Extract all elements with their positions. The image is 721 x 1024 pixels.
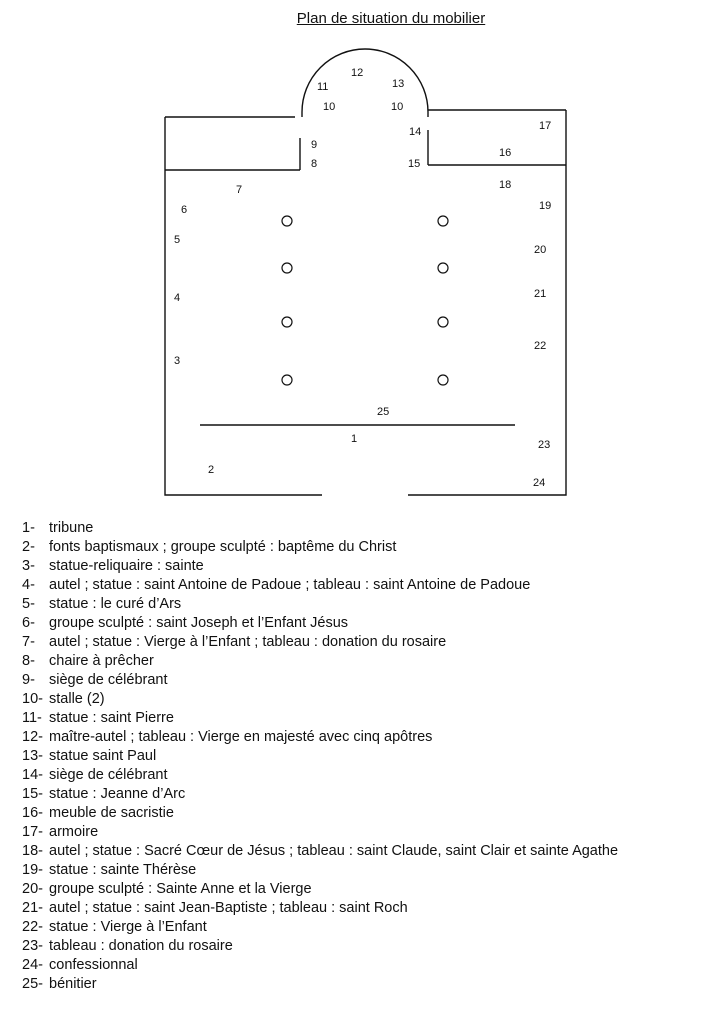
plan-number-7: 7 [236,184,243,196]
plan-number-22: 22 [534,340,547,352]
legend-number: 3- [22,558,35,574]
legend-item-18 [22,842,618,861]
legend-list [22,519,618,994]
plan-number-20: 20 [534,244,547,256]
legend-number: 21- [22,900,43,916]
legend-text: autel ; statue : saint Jean-Baptiste ; tableau : saint Roch [49,900,408,916]
legend-item-16 [22,804,618,823]
legend-text: tableau : donation du rosaire [49,938,233,954]
legend-item-9 [22,671,618,690]
legend-number: 1- [22,520,35,536]
pillar [438,216,448,226]
plan-number-10-right: 10 [391,101,404,113]
plan-number-10-left: 10 [323,101,336,113]
plan-number-19: 19 [539,200,552,212]
plan-number-8: 8 [311,158,318,170]
legend-number: 11- [22,710,42,726]
pillar [438,317,448,327]
plan-number-2: 2 [208,464,215,476]
plan-number-1: 1 [351,433,358,445]
legend-text: confessionnal [49,957,138,973]
plan-number-24: 24 [533,477,546,489]
legend-item-8 [22,652,618,671]
legend-item-12 [22,728,618,747]
legend-number: 5- [22,596,35,612]
legend-text: maître-autel ; tableau : Vierge en majesté avec cinq apôtres [49,729,433,745]
legend-item-19 [22,861,618,880]
legend-number: 10- [22,691,43,707]
legend-item-17 [22,823,618,842]
legend-item-20 [22,880,618,899]
plan-number-15: 15 [408,158,421,170]
legend-text: statue-reliquaire : sainte [49,558,204,574]
legend-item-1 [22,519,618,538]
pillar [282,216,292,226]
plan-number-11: 11 [317,81,329,93]
pillar [282,263,292,273]
legend-number: 18- [22,843,43,859]
legend-number: 9- [22,672,35,688]
legend-number: 17- [22,824,43,840]
legend-text: chaire à prêcher [49,653,154,669]
legend-text: siège de célébrant [49,767,168,783]
legend-item-13 [22,747,618,766]
plan-number-3: 3 [174,355,181,367]
legend-text: bénitier [49,976,97,992]
legend-number: 13- [22,748,43,764]
plan-number-14: 14 [409,126,422,138]
legend-number: 20- [22,881,43,897]
legend-text: stalle (2) [49,691,105,707]
legend-text: siège de célébrant [49,672,168,688]
legend-item-6 [22,614,618,633]
legend-item-11 [22,709,618,728]
plan-number-12: 12 [351,67,364,79]
legend-number: 8- [22,653,35,669]
legend-text: autel ; statue : Sacré Cœur de Jésus ; tableau : saint Claude, saint Clair et sainte Agathe [49,843,619,859]
legend-text: statue : sainte Thérèse [49,862,197,878]
plan-title: Plan de situation du mobilier [296,10,486,27]
legend-item-2 [22,538,618,557]
church-floor-plan [0,0,721,510]
legend-number: 6- [22,615,35,631]
plan-number-18: 18 [499,179,512,191]
plan-number-23: 23 [538,439,551,451]
legend-text: fonts baptismaux ; groupe sculpté : baptême du Christ [49,539,397,555]
legend-number: 12- [22,729,43,745]
legend-item-3 [22,557,618,576]
legend-number: 4- [22,577,35,593]
pillar [438,263,448,273]
legend-item-7 [22,633,618,652]
legend-number: 25- [22,976,43,992]
legend-number: 22- [22,919,43,935]
legend-number: 7- [22,634,35,650]
plan-number-5: 5 [174,234,181,246]
legend-item-21 [22,899,618,918]
pillar [282,375,292,385]
legend-item-23 [22,937,618,956]
legend-text: statue : saint Pierre [49,710,174,726]
wall-left-chapel [165,117,322,495]
legend-item-25 [22,975,618,994]
wall-right [408,110,566,495]
legend-number: 14- [22,767,43,783]
legend-number: 24- [22,957,43,973]
legend-text: groupe sculpté : Sainte Anne et la Vierge [49,881,312,897]
plan-number-9: 9 [311,139,318,151]
legend-text: statue : Vierge à l’Enfant [49,919,207,935]
legend-text: autel ; statue : saint Antoine de Padoue ; tableau : saint Antoine de Padoue [49,577,531,593]
legend-item-14 [22,766,618,785]
legend-text: statue : Jeanne d’Arc [49,786,186,802]
legend-text: armoire [49,824,99,840]
plan-number-16: 16 [499,147,512,159]
legend-number: 15- [22,786,43,802]
legend-text: groupe sculpté : saint Joseph et l’Enfant Jésus [49,615,349,631]
pillar [282,317,292,327]
legend-text: tribune [49,520,94,536]
legend-item-15 [22,785,618,804]
legend-text: autel ; statue : Vierge à l’Enfant ; tableau : donation du rosaire [49,634,447,650]
legend-text: statue : le curé d’Ars [49,596,182,612]
legend-item-24 [22,956,618,975]
legend-item-22 [22,918,618,937]
legend-item-10 [22,690,618,709]
legend-number: 2- [22,539,35,555]
legend-text: statue saint Paul [49,748,157,764]
plan-number-21: 21 [534,288,547,300]
legend-number: 23- [22,938,43,954]
legend-number: 16- [22,805,43,821]
legend-item-5 [22,595,618,614]
plan-number-13: 13 [392,78,405,90]
legend-item-4 [22,576,618,595]
plan-number-6: 6 [181,204,188,216]
plan-number-25: 25 [377,406,390,418]
plan-number-4: 4 [174,292,181,304]
legend-number: 19- [22,862,43,878]
plan-number-17: 17 [539,120,552,132]
pillar [438,375,448,385]
legend-text: meuble de sacristie [49,805,174,821]
